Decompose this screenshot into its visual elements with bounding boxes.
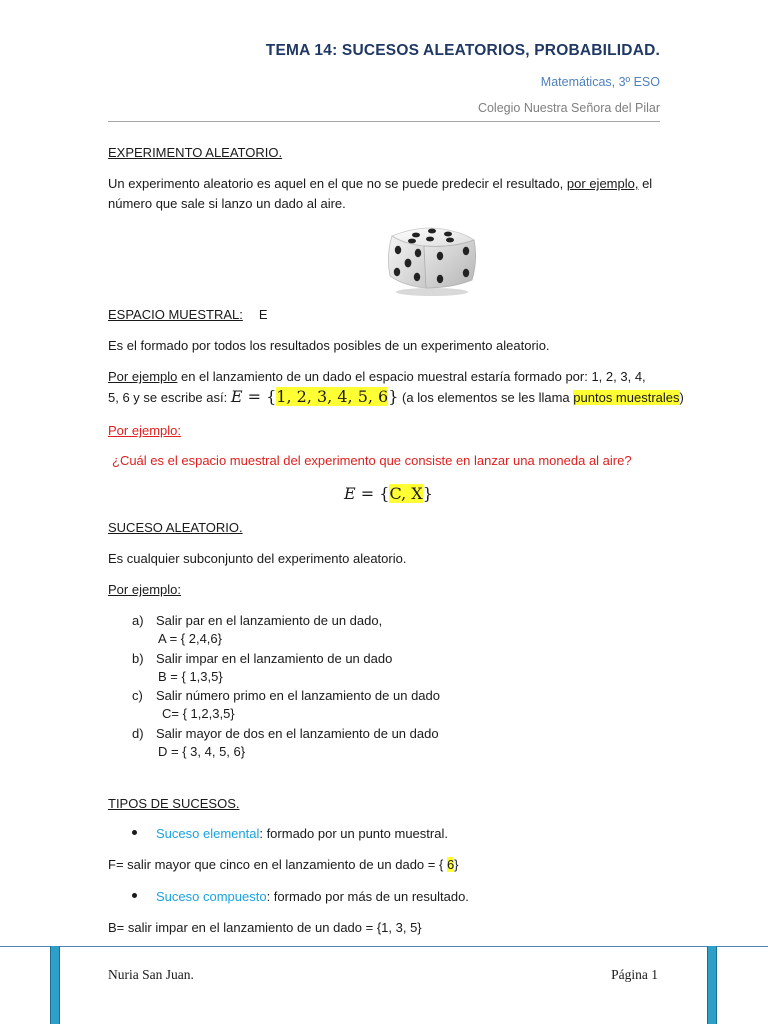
list-item-set: D = { 3, 4, 5, 6} — [158, 744, 246, 759]
espacio-set-eq: = { — [242, 387, 277, 406]
experimento-text-tail: el — [638, 176, 653, 191]
list-item-text: Salir número primo en el lanzamiento de un dado — [156, 688, 441, 703]
espacio-example-text2: 5, 6 y se escribe así: — [108, 390, 231, 405]
bullet-icon — [132, 830, 137, 835]
list-item-set: C= { 1,2,3,5} — [162, 706, 235, 721]
suceso-elemental-item — [156, 826, 448, 841]
footer-divider — [0, 946, 768, 947]
header-divider — [108, 121, 660, 122]
suceso-elemental-term: Suceso elemental — [156, 826, 260, 841]
list-item-label: b) — [132, 651, 144, 666]
suceso-example-label: Por ejemplo: — [108, 582, 181, 597]
list-item-label: d) — [132, 726, 144, 741]
suceso-compuesto-term: Suceso compuesto — [156, 889, 267, 904]
dice-icon — [382, 222, 480, 296]
school-label: Colegio Nuestra Señora del Pilar — [477, 101, 660, 115]
list-item-text: Salir impar en el lanzamiento de un dado — [156, 651, 393, 666]
suceso-elemental-text: : formado por un punto muestral. — [259, 826, 448, 841]
list-item-set: B = { 1,3,5} — [158, 669, 223, 684]
footer-bar-right — [707, 946, 717, 1024]
list-item-label: a) — [132, 613, 144, 628]
list-item — [132, 688, 440, 703]
footer-page-number: Página 1 — [611, 967, 658, 982]
espacio-heading: ESPACIO MUESTRAL: — [108, 307, 243, 322]
list-item-label: c) — [132, 688, 143, 703]
coin-set-eq: = { — [355, 484, 390, 503]
suceso-b-line: B= salir impar en el lanzamiento de un dado = {1, 3, 5} — [108, 920, 422, 935]
espacio-example-text4: ) — [679, 390, 684, 405]
list-item-set: A = { 2,4,6} — [158, 631, 222, 646]
espacio-example2-label: Por ejemplo: — [108, 423, 181, 438]
espacio-set — [231, 387, 399, 406]
footer-bar-left — [50, 946, 60, 1024]
experimento-example-link: por ejemplo, — [566, 176, 639, 191]
espacio-example-label: Por ejemplo — [108, 369, 178, 384]
footer-author: Nuria San Juan. — [108, 967, 194, 982]
espacio-set-close: } — [388, 387, 399, 406]
experimento-text-line2: número que sale si lanzo un dado al aire. — [108, 196, 346, 211]
suceso-f-value: 6 — [446, 857, 455, 872]
espacio-heading-row — [108, 307, 268, 322]
espacio-example-line2 — [108, 387, 684, 406]
suceso-f-close: } — [454, 857, 459, 872]
list-item-text: Salir mayor de dos en el lanzamiento de un dado — [156, 726, 439, 741]
puntos-muestrales-term: puntos muestrales — [573, 390, 680, 405]
list-item — [132, 651, 392, 666]
coin-set-values: C, X — [389, 484, 423, 503]
experimento-text: Un experimento aleatorio es aquel en el que no se puede predecir el resultado, — [108, 176, 567, 191]
bullet-icon — [132, 893, 137, 898]
coin-sample-space — [344, 484, 433, 503]
experimento-text-line1 — [108, 176, 652, 191]
espacio-example-text3: (a los elementos se les llama — [398, 390, 574, 405]
espacio-example2-question: ¿Cuál es el espacio muestral del experimento que consiste en lanzar una moneda al aire? — [112, 453, 632, 468]
page-title: TEMA 14: SUCESOS ALEATORIOS, PROBABILIDAD. — [265, 42, 660, 59]
suceso-compuesto-text: : formado por más de un resultado. — [266, 889, 469, 904]
experimento-heading: EXPERIMENTO ALEATORIO. — [108, 145, 283, 160]
coin-set-close: } — [422, 484, 433, 503]
espacio-example-line1 — [108, 369, 646, 384]
suceso-f-text: F= salir mayor que cinco en el lanzamiento de un dado = { — [108, 857, 447, 872]
suceso-f-line — [108, 857, 459, 872]
list-item — [132, 726, 439, 741]
espacio-definition: Es el formado por todos los resultados posibles de un experimento aleatorio. — [108, 338, 550, 353]
espacio-set-values: 1, 2, 3, 4, 5, 6 — [276, 387, 389, 406]
espacio-symbol: E — [258, 307, 268, 322]
espacio-example-text: en el lanzamiento de un dado el espacio muestral estaría formado por: 1, 2, 3, 4, — [177, 369, 646, 384]
coin-set-lhs: E — [344, 484, 356, 503]
suceso-definition: Es cualquier subconjunto del experimento aleatorio. — [108, 551, 407, 566]
list-item-text: Salir par en el lanzamiento de un dado, — [156, 613, 383, 628]
tipos-heading: TIPOS DE SUCESOS. — [108, 796, 240, 811]
subject-label: Matemáticas, 3º ESO — [540, 75, 660, 89]
espacio-set-lhs: E — [230, 387, 243, 406]
list-item — [132, 613, 382, 628]
suceso-heading: SUCESO ALEATORIO. — [108, 520, 243, 535]
suceso-compuesto-item — [156, 889, 469, 904]
